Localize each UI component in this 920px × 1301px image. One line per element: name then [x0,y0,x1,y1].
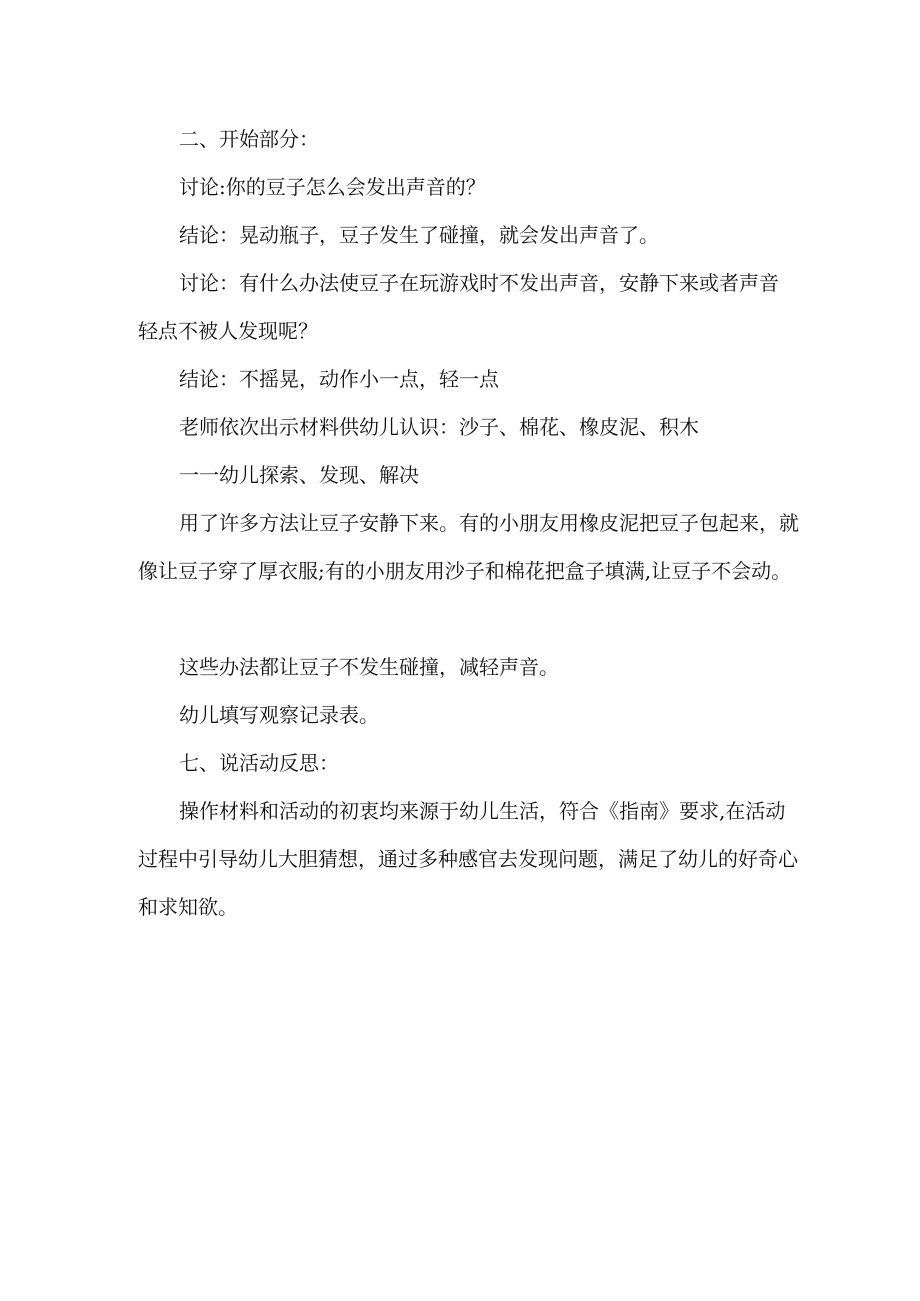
paragraph-reflection: 操作材料和活动的初衷均来源于幼儿生活，符合《指南》要求,在活动过程中引导幼儿大胆猜想，通过多种感官去发现问题，满足了幼儿的好奇心和求知欲。 [138,799,798,919]
section-heading-start: 二、开始部分： [179,127,319,151]
paragraph-discussion-2: 讨论：有什么办法使豆子在玩游戏时不发出声音，安静下来或者声音轻点不被人发现呢？ [138,271,779,343]
paragraph-materials: 老师依次出示材料供幼儿认识：沙子、棉花、橡皮泥、积木 [179,415,699,439]
paragraph-methods: 用了许多方法让豆子安静下来。有的小朋友用橡皮泥把豆子包起来，就像让豆子穿了厚衣服;有的小朋友用沙子和棉花把盒子填满,让豆子不会动。 [138,511,799,583]
paragraph-conclusion-1: 结论：晃动瓶子，豆子发生了碰撞，就会发出声音了。 [179,223,659,247]
paragraph-explore: 一一幼儿探索、发现、解决 [179,463,419,487]
paragraph-conclusion-2: 结论：不摇晃，动作小一点，轻一点 [179,367,499,391]
paragraph-record-sheet: 幼儿填写观察记录表。 [179,703,379,727]
paragraph-summary: 这些办法都让豆子不发生碰撞，减轻声音。 [179,655,559,679]
paragraph-discussion-1: 讨论:你的豆子怎么会发出声音的？ [179,175,486,199]
section-heading-reflection: 七、说活动反思： [179,751,339,775]
